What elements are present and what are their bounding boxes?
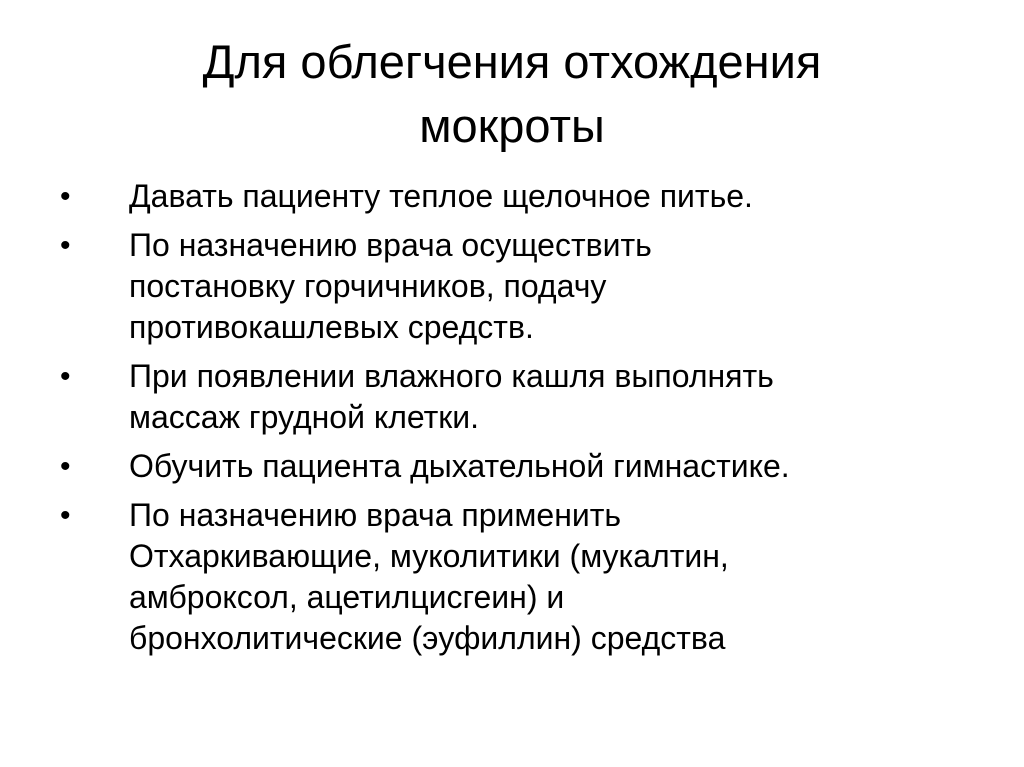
bullet-text-line: По назначению врача осуществить [129,227,652,263]
bullet-dot-icon: • [60,450,71,483]
bullet-text-line: противокашлевых средств. [129,309,534,345]
slide-title-line: Для облегчения отхождения [202,35,822,88]
bullet-item [0,495,1024,659]
bullet-item [0,356,1024,438]
bullet-item [0,176,1024,217]
bullet-text-line: бронхолитические (эуфиллин) средства [129,620,726,656]
bullet-list [0,176,1024,667]
bullet-text [129,356,1009,438]
bullet-dot-icon: • [60,180,71,213]
bullet-text [129,176,1009,217]
bullet-text-line: массаж грудной клетки. [129,399,480,435]
bullet-text-line: По назначению врача применить [129,497,622,533]
bullet-text-line: При появлении влажного кашля выполнять [129,358,774,394]
bullet-text [129,446,1009,487]
bullet-item [0,225,1024,348]
bullet-dot-icon: • [60,360,71,393]
bullet-text [129,225,1009,348]
bullet-dot-icon: • [60,499,71,532]
bullet-text-line: Обучить пациента дыхательной гимнастике. [129,448,790,484]
bullet-text-line: постановку горчичников, подачу [129,268,607,304]
bullet-dot-icon: • [60,229,71,262]
slide-title [0,30,1024,158]
bullet-text [129,495,1009,659]
bullet-text-line: Давать пациенту теплое щелочное питье. [129,178,753,214]
bullet-item [0,446,1024,487]
slide-title-line: мокроты [419,99,605,152]
bullet-text-line: амброксол, ацетилцисгеин) и [129,579,565,615]
bullet-text-line: Отхаркивающие, муколитики (мукалтин, [129,538,729,574]
